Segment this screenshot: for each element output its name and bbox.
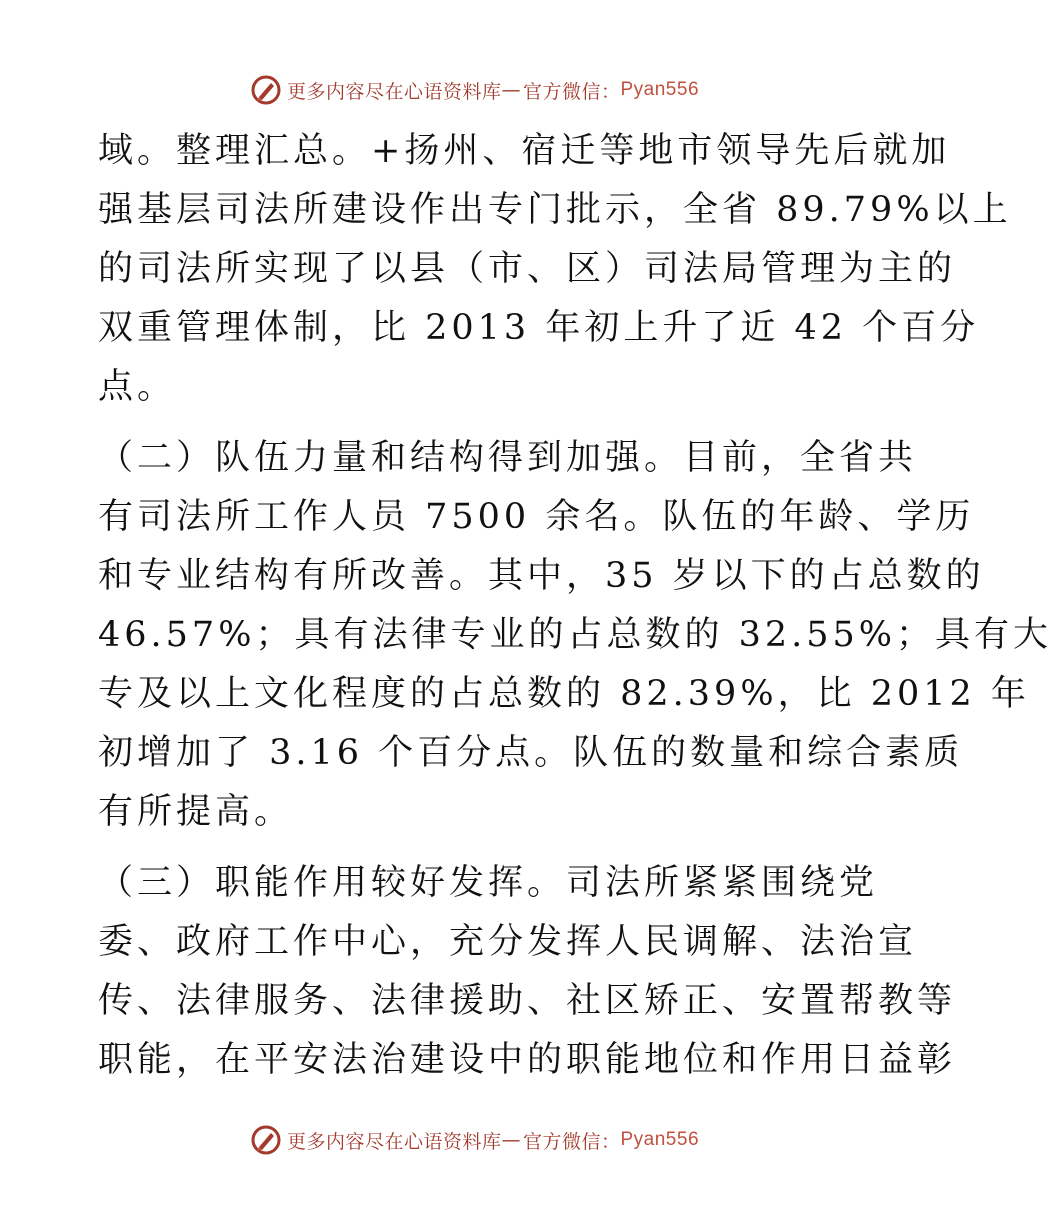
text-line: 委、政府工作中心，充分发挥人民调解、法治宣 (98, 922, 918, 962)
footer-banner (0, 1120, 950, 1160)
text-line: 点。 (98, 367, 177, 407)
header-banner (0, 70, 950, 110)
text-line: 专及以上文化程度的占总数的 82.39%，比 2012 年 (98, 674, 1030, 714)
banner-brand-text: 更多内容尽在心语资料库 (286, 1130, 502, 1153)
text-line: 域。整理汇总。+扬州、宿迁等地市领导先后就加 (98, 131, 951, 171)
text-line: 初增加了 3.16 个百分点。队伍的数量和综合素质 (98, 733, 964, 773)
text-line: 的司法所实现了以县（市、区）司法局管理为主的 (98, 249, 957, 289)
banner-wechat-handle: Pyan556 (620, 79, 700, 100)
text-line: 和专业结构有所改善。其中，35 岁以下的占总数的 (98, 556, 985, 596)
paragraph (98, 429, 1052, 842)
pen-logo-icon (251, 75, 281, 105)
banner-dash: — (501, 79, 521, 101)
banner-dash: — (501, 1129, 521, 1151)
banner-brand-text: 更多内容尽在心语资料库 (286, 80, 502, 103)
pen-logo-icon (251, 1125, 281, 1155)
paragraph (98, 122, 1012, 417)
text-line: （三）职能作用较好发挥。司法所紧紧围绕党 (98, 863, 879, 903)
text-line: 双重管理体制，比 2013 年初上升了近 42 个百分 (98, 308, 980, 348)
text-line: 46.57%；具有法律专业的占总数的 32.55%；具有大 (98, 615, 1052, 655)
document-body (98, 122, 1052, 1090)
text-line: 有所提高。 (98, 792, 294, 832)
text-line: 职能，在平安法治建设中的职能地位和作用日益彰 (98, 1040, 957, 1080)
text-line: 传、法律服务、法律援助、社区矫正、安置帮教等 (98, 981, 957, 1021)
text-line: （二）队伍力量和结构得到加强。目前，全省共 (98, 438, 918, 478)
text-line: 强基层司法所建设作出专门批示，全省 89.79%以上 (98, 190, 1012, 230)
banner-wechat-handle: Pyan556 (620, 1129, 700, 1150)
banner-wechat-label: 官方微信： (522, 80, 621, 103)
text-line: 有司法所工作人员 7500 余名。队伍的年龄、学历 (98, 497, 975, 537)
banner-wechat-label: 官方微信： (522, 1130, 621, 1153)
paragraph (98, 854, 957, 1090)
